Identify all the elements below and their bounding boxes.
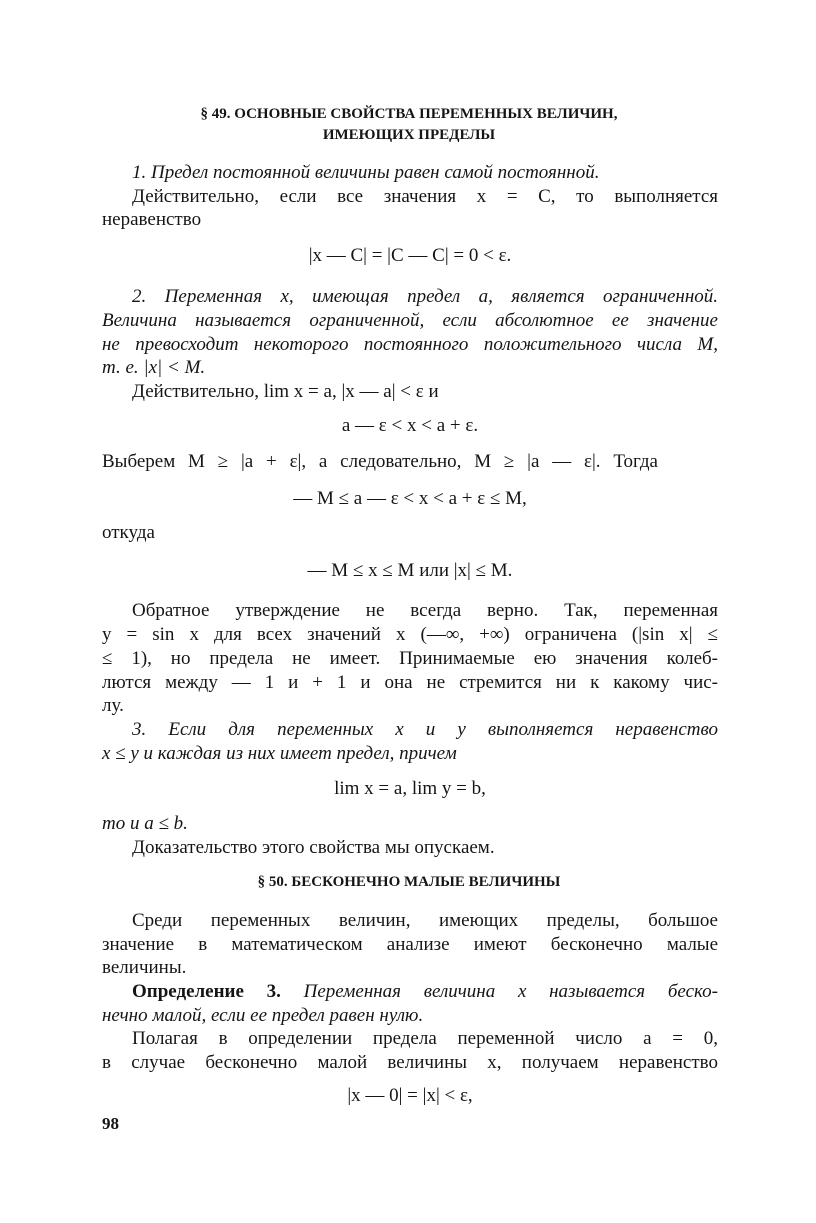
section-50-title: § 50. БЕСКОНЕЧНО МАЛЫЕ ВЕЛИЧИНЫ [257,874,561,890]
formula-infinitesimal: |x — 0| = |x| < ε, [347,1085,473,1106]
property-3-proof-note: Доказательство этого свойства мы опускаем. [132,837,495,858]
formula-bound-chain: — M ≤ a — ε < x < a + ε ≤ M, [293,488,527,509]
property-2-remark-line: лу. [102,695,124,716]
section-49-title-line2: ИМЕЮЩИХ ПРЕДЕЛЫ [322,127,496,143]
property-2-remark-line: ≤ 1), но предела не имеет. Принимаемые ею значения колеб- [102,648,718,669]
property-2-remark-line: лются между — 1 и + 1 и она не стремится ни к какому чис- [102,672,718,693]
property-3-statement: 3. Если для переменных x и y выполняется неравенство [132,719,718,740]
definition-3-label: Определение 3. [132,981,281,1002]
formula-interval: a — ε < x < a + ε. [341,415,479,436]
definition-3-line [132,980,718,1004]
property-1-statement: 1. Предел постоянной величины равен самой постоянной. [132,162,600,183]
property-2-proof-line: откуда [102,522,155,543]
property-2-remark-line: y = sin x для всех значений x (—∞, +∞) ограничена (|sin x| ≤ [102,624,718,645]
section-50-intro-line: значение в математическом анализе имеют бесконечно малые [102,934,718,955]
property-3-statement: x ≤ y и каждая из них имеет предел, причем [102,743,457,764]
formula-two-limits: lim x = a, lim y = b, [334,778,486,799]
property-2-proof-line: Действительно, lim x = a, |x — a| < ε и [132,381,439,402]
property-2-proof-line: Выберем M ≥ |a + ε|, а следовательно, M ≥ |a — ε|. Тогда [102,451,658,472]
property-1-proof-line: Действительно, если все значения x = C, то выполняется [132,186,718,207]
property-2-definition: Величина называется ограниченной, если абсолютное ее значение [102,310,718,331]
formula-abs-bound: — M ≤ x ≤ M или |x| ≤ M. [307,560,513,581]
section-50-body-line: в случае бесконечно малой величины x, получаем неравенство [102,1052,718,1073]
page-number: 98 [102,1114,119,1133]
definition-3-text: Переменная величина x называется беско- [303,981,718,1002]
section-49-title-line1: § 49. ОСНОВНЫЕ СВОЙСТВА ПЕРЕМЕННЫХ ВЕЛИЧИН, [200,106,618,122]
property-2-remark-line: Обратное утверждение не всегда верно. Так, переменная [132,600,718,621]
property-1-proof-line: неравенство [102,209,202,230]
section-50-intro-line: величины. [102,957,187,978]
property-3-conclusion: то и a ≤ b. [102,813,188,834]
section-50-intro-line: Среди переменных величин, имеющих пределы, большое [132,910,718,931]
section-50-body-line: Полагая в определении предела переменной число a = 0, [132,1028,718,1049]
property-2-definition: не превосходит некоторого постоянного положительного числа M, [102,334,718,355]
property-2-definition: т. е. |x| < M. [102,357,206,378]
definition-3-line: нечно малой, если ее предел равен нулю. [102,1005,424,1026]
property-2-statement: 2. Переменная x, имеющая предел a, является ограниченной. [132,286,718,307]
formula-constant-limit: |x — C| = |C — C| = 0 < ε. [308,245,512,266]
